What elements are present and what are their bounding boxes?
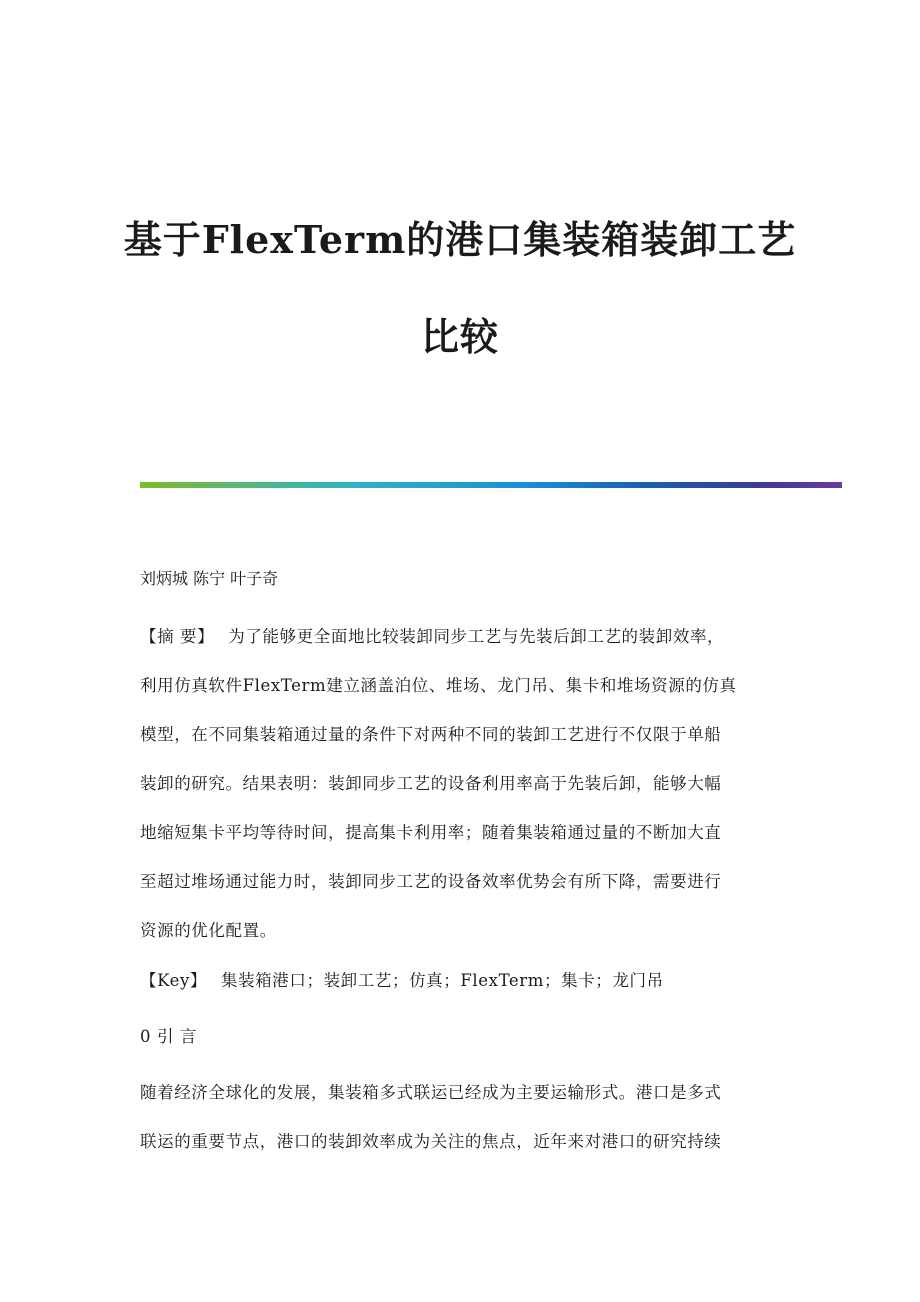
- abstract-section: [140, 612, 780, 955]
- abstract-line-6: 至超过堆场通过能力时，装卸同步工艺的设备效率优势会有所下降，需要进行: [140, 872, 722, 891]
- gradient-divider: [140, 482, 842, 488]
- keywords-section: [140, 956, 780, 1005]
- keywords-label: 【Key】: [140, 971, 207, 990]
- abstract-label: 【摘 要】: [140, 627, 215, 646]
- intro-line-1: 随着经济全球化的发展，集装箱多式联运已经成为主要运输形式。港口是多式: [140, 1083, 722, 1102]
- abstract-line-5: 地缩短集卡平均等待时间，提高集卡利用率；随着集装箱通过量的不断加大直: [140, 823, 722, 842]
- intro-line-2: 联运的重要节点，港口的装卸效率成为关注的焦点，近年来对港口的研究持续: [140, 1132, 722, 1151]
- abstract-text-line: 为了能够更全面地比较装卸同步工艺与先装后卸工艺的装卸效率，: [228, 627, 725, 646]
- abstract-line-2: 利用仿真软件FlexTerm建立涵盖泊位、堆场、龙门吊、集卡和堆场资源的仿真: [140, 676, 737, 695]
- paper-title-line-1: 基于FlexTerm的港口集装箱装卸工艺: [123, 217, 797, 262]
- paper-title-line-2: 比较: [420, 314, 499, 359]
- abstract-line-7: 资源的优化配置。: [140, 921, 277, 940]
- abstract-line-1: [140, 612, 780, 661]
- section-heading-introduction: 0 引 言: [140, 1027, 197, 1046]
- introduction-paragraph: [140, 1068, 780, 1166]
- abstract-line-3: 模型，在不同集装箱通过量的条件下对两种不同的装卸工艺进行不仅限于单船: [140, 725, 722, 744]
- abstract-line-4: 装卸的研究。结果表明：装卸同步工艺的设备利用率高于先装后卸，能够大幅: [140, 774, 722, 793]
- keywords-text: 集装箱港口；装卸工艺；仿真；FlexTerm；集卡；龙门吊: [220, 971, 664, 990]
- author-list: 刘炳城 陈宁 叶子奇: [140, 569, 279, 588]
